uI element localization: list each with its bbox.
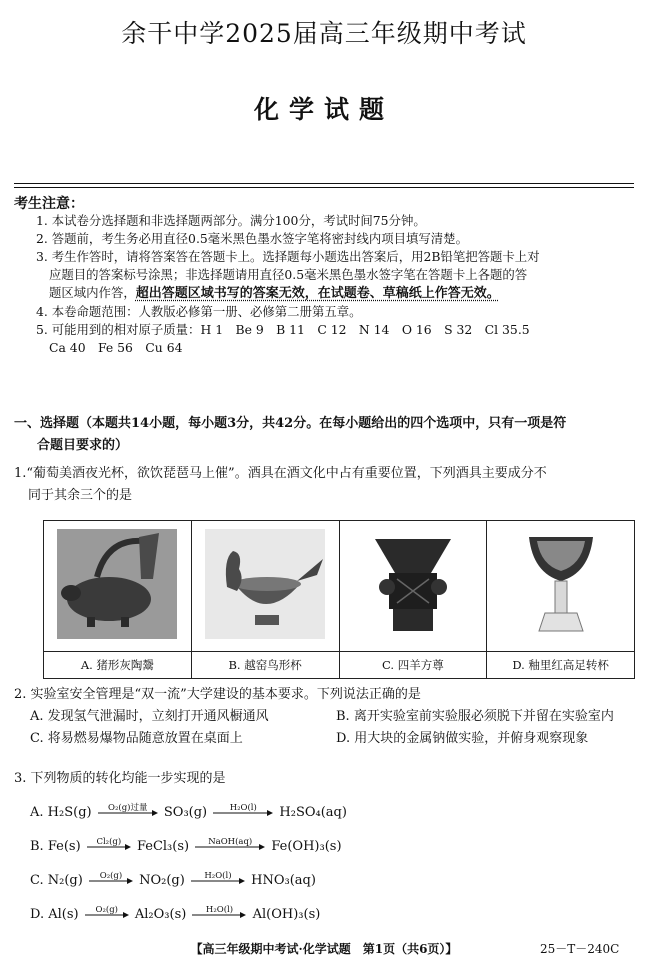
q1-option-c: C. 四羊方尊 bbox=[339, 652, 487, 679]
option-letter: B. bbox=[30, 839, 44, 854]
exam-title: 余干中学2025届高三年级期中考试 bbox=[121, 19, 527, 48]
reaction-arrow bbox=[98, 802, 158, 817]
q3-option-b bbox=[30, 836, 342, 858]
notice-text: 题区域内作答， bbox=[49, 285, 136, 300]
q2-option-a: A. 发现氢气泄漏时，立刻打开通风橱通风 bbox=[30, 709, 269, 724]
q3-option-c bbox=[30, 870, 316, 892]
notice-highlight: 超出答题区域书写的答案无效，在试题卷、草稿纸上作答无效。 bbox=[135, 286, 500, 301]
arrow-condition: H₂O(l) bbox=[229, 802, 257, 813]
q2-option-b: B. 离开实验室前实验服必须脱下并留在实验室内 bbox=[336, 709, 614, 724]
reaction-arrow bbox=[213, 802, 273, 817]
divider bbox=[14, 187, 634, 188]
divider bbox=[14, 183, 634, 184]
q3-option-d bbox=[30, 904, 320, 926]
question-stem: 2. 实验室安全管理是“双一流”大学建设的基本要求。下列说法正确的是 bbox=[14, 687, 421, 702]
paper-code: 25－T－240C bbox=[540, 942, 620, 956]
arrow-condition: O₂(g)过量 bbox=[108, 802, 148, 813]
reaction-arrow bbox=[89, 870, 133, 885]
q2-option-d: D. 用大块的金属钠做实验，并俯身观察现象 bbox=[336, 731, 589, 746]
arrow-condition: Cl₂(g) bbox=[96, 836, 122, 847]
option-letter: A. bbox=[30, 805, 44, 820]
notice-item: 4. 本卷命题范围：人教版必修第一册、必修第二册第五章。 bbox=[36, 304, 362, 319]
species: N₂(g) bbox=[47, 873, 83, 888]
species: HNO₃(aq) bbox=[251, 873, 316, 888]
page-footer: 【高三年级期中考试·化学试题 第1页（共6页）】 bbox=[190, 942, 458, 956]
reaction-arrow bbox=[85, 904, 129, 919]
q1-options-table bbox=[43, 520, 635, 679]
arrow-condition: H₂O(l) bbox=[204, 870, 232, 881]
notice-item: 2. 答题前，考生务必用直径0.5毫米黑色墨水签字笔将密封线内项目填写清楚。 bbox=[36, 231, 468, 246]
reaction-arrow bbox=[87, 836, 131, 851]
reaction-arrow bbox=[191, 870, 245, 885]
option-letter: D. bbox=[30, 907, 45, 922]
notice-item: 应题目的答案标号涂黑；非选择题请用直径0.5毫米黑色墨水签字笔在答题卡上各题的答 bbox=[49, 267, 528, 282]
reaction-arrow bbox=[192, 904, 246, 919]
notice-item: 5. 可能用到的相对原子质量：H 1 Be 9 B 11 C 12 N 14 O 16 S 32 Cl 35.5 bbox=[36, 322, 530, 337]
species: Fe(OH)₃(s) bbox=[271, 839, 342, 854]
species: NO₂(g) bbox=[139, 873, 185, 888]
arrow-condition: NaOH(aq) bbox=[208, 836, 253, 847]
species: SO₃(g) bbox=[163, 805, 208, 820]
q2-option-c: C. 将易燃易爆物品随意放置在桌面上 bbox=[30, 731, 243, 746]
q1-option-a: A. 猪形灰陶鬶 bbox=[44, 652, 192, 679]
q2-option-row bbox=[14, 728, 638, 750]
subject-title: 化学试题 bbox=[253, 95, 394, 124]
species: H₂SO₄(aq) bbox=[279, 805, 347, 820]
question-1 bbox=[14, 463, 638, 507]
pottery-pig-image bbox=[44, 521, 192, 652]
bird-cup-image bbox=[191, 521, 339, 652]
stem-cup-image bbox=[487, 521, 635, 652]
notice-item bbox=[36, 284, 634, 303]
species: Al(s) bbox=[48, 907, 79, 922]
species: H₂S(g) bbox=[47, 805, 92, 820]
option-letter: C. bbox=[30, 873, 44, 888]
notice-item: 3. 考生作答时，请将答案答在答题卡上。选择题每小题选出答案后，用2B铅笔把答题卡上对 bbox=[36, 249, 540, 264]
section-line: 一、选择题（本题共14小题，每小题3分，共42分。在每小题给出的四个选项中，只有一项是符 bbox=[14, 416, 567, 431]
q3-option-a bbox=[30, 802, 347, 824]
species: Al₂O₃(s) bbox=[134, 907, 187, 922]
four-ram-zun-image bbox=[339, 521, 487, 652]
species: Al(OH)₃(s) bbox=[252, 907, 321, 922]
question-3-stem: 3. 下列物质的转化均能一步实现的是 bbox=[14, 771, 226, 786]
reaction-arrow bbox=[195, 836, 265, 851]
species: FeCl₃(s) bbox=[136, 839, 190, 854]
arrow-condition: H₂O(l) bbox=[205, 904, 234, 915]
notice-heading: 考生注意： bbox=[14, 196, 84, 212]
species: Fe(s) bbox=[47, 839, 81, 854]
notice-list bbox=[36, 212, 634, 357]
section-heading bbox=[14, 413, 638, 457]
arrow-condition: O₂(g) bbox=[95, 904, 118, 915]
q1-option-d: D. 釉里红高足转杯 bbox=[487, 652, 635, 679]
section-line: 合题目要求的） bbox=[37, 438, 129, 453]
q1-option-b: B. 越窑鸟形杯 bbox=[191, 652, 339, 679]
question-2 bbox=[14, 684, 638, 750]
arrow-condition: O₂(g) bbox=[99, 870, 123, 881]
notice-item: 1. 本试卷分选择题和非选择题两部分。满分100分，考试时间75分钟。 bbox=[36, 213, 426, 228]
notice-item: Ca 40 Fe 56 Cu 64 bbox=[49, 340, 183, 355]
q2-option-row bbox=[14, 706, 638, 728]
question-stem: 1.“葡萄美酒夜光杯，欲饮琵琶马上催”。酒具在酒文化中占有重要位置，下列酒具主要成分不 bbox=[14, 466, 547, 481]
question-stem: 同于其余三个的是 bbox=[28, 488, 133, 503]
